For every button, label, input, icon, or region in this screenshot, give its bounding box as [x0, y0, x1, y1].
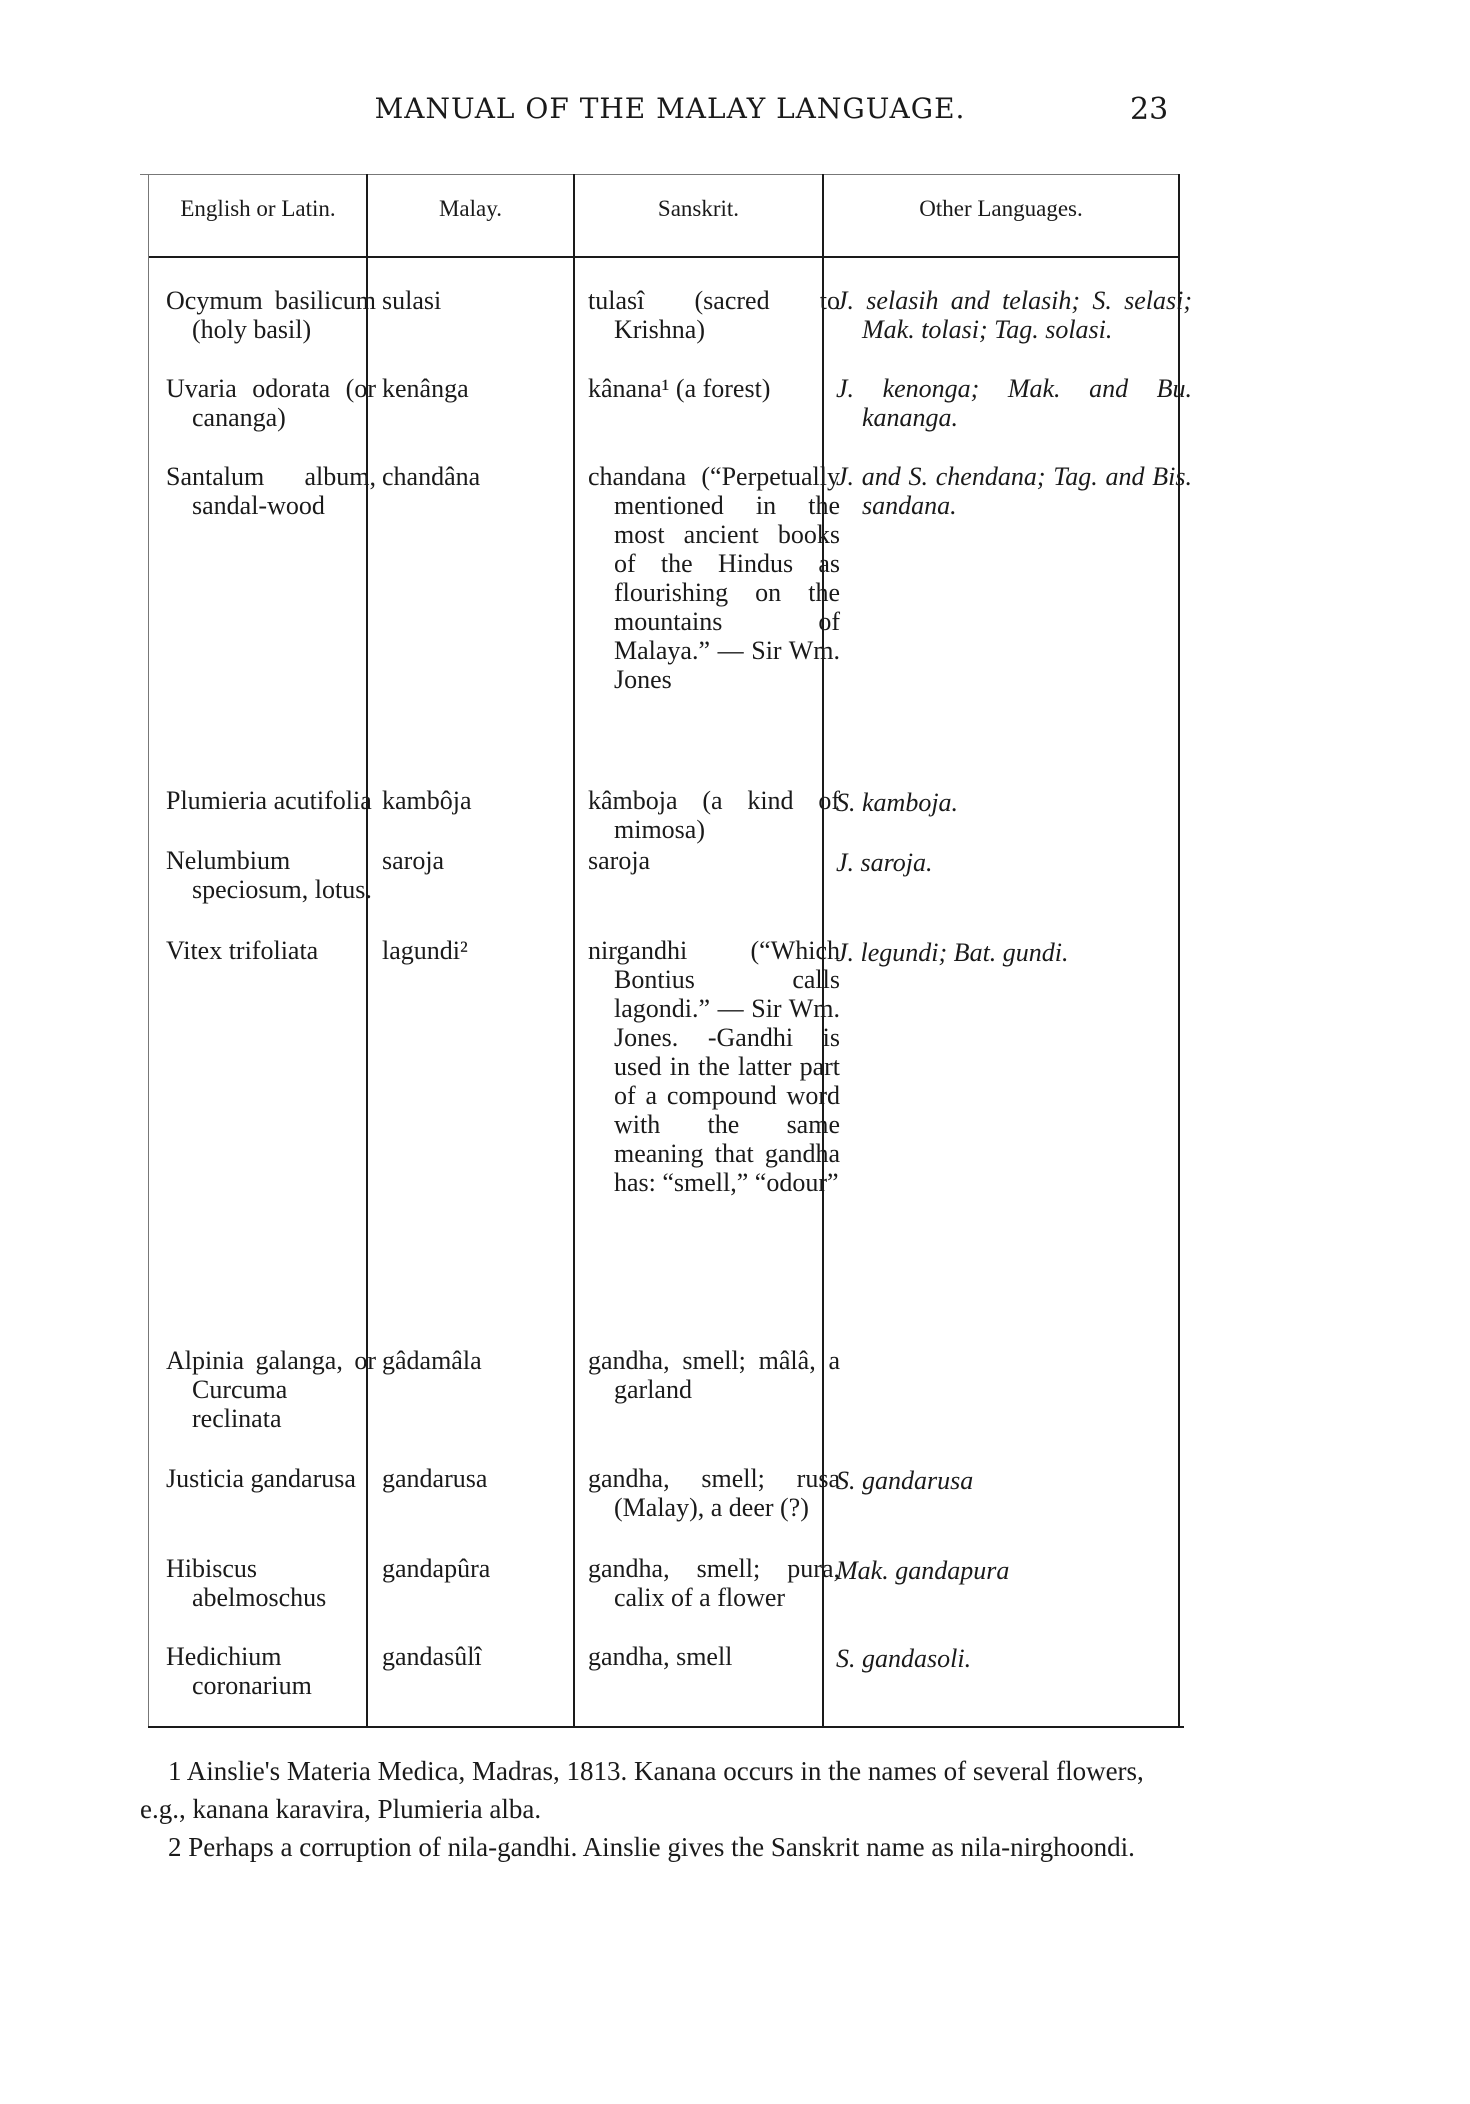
row-5-sanskrit: saroja: [588, 846, 651, 875]
row-8-malay: gandarusa: [382, 1464, 488, 1493]
column-header-malay: Malay.: [438, 196, 502, 221]
row-3-other: J. and S. chendana; Tag. and Bis. sandana.: [836, 462, 1192, 520]
column-divider-left: [148, 174, 149, 1726]
header-bottom-rule: [148, 256, 1180, 258]
page-number: 23: [1130, 92, 1169, 127]
row-4-english: Plumieria acutifolia: [166, 786, 372, 815]
row-2-malay: kenânga: [382, 374, 469, 403]
row-10-other: S. gandasoli.: [836, 1644, 972, 1673]
row-5-malay: saroja: [382, 846, 445, 875]
vocabulary-table: [140, 174, 1192, 1734]
row-9-sanskrit: gandha, smell; pura, calix of a flower: [588, 1554, 840, 1612]
footnote-2: 2 Perhaps a corruption of nila-gandhi. Ainslie gives the Sanskrit name as nila-nirghoondi.: [168, 1832, 1135, 1862]
row-4-malay: kambôja: [382, 786, 472, 815]
running-title: MANUAL OF THE MALAY LANGUAGE.: [374, 92, 966, 125]
row-2-sanskrit: kânana¹ (a forest): [588, 374, 771, 403]
row-7-english: Alpinia galanga, or Curcuma reclinata: [166, 1346, 376, 1433]
row-10-malay: gandasûlî: [382, 1642, 482, 1671]
row-6-other: J. legundi; Bat. gundi.: [836, 938, 1069, 967]
row-9-malay: gandapûra: [382, 1554, 491, 1583]
row-4-sanskrit: kâmboja (a kind of mimosa): [588, 786, 840, 844]
row-7-sanskrit: gandha, smell; mâlâ, a garland: [588, 1346, 840, 1404]
row-10-sanskrit: gandha, smell: [588, 1642, 733, 1671]
row-3-sanskrit: chandana (“Perpetually mentioned in the most ancient books of the Hindus as flourishing on the mountains of Malaya.” — Sir Wm. Jones: [588, 462, 840, 694]
column-divider-2: [573, 174, 575, 1728]
row-6-english: Vitex trifoliata: [166, 936, 319, 965]
row-1-malay: sulasi: [382, 286, 442, 315]
row-1-english: Ocymum basilicum (holy basil): [166, 286, 376, 344]
row-6-malay: lagundi²: [382, 936, 468, 965]
row-2-other: J. kenonga; Mak. and Bu. kananga.: [836, 374, 1192, 432]
column-header-sanskrit: Sanskrit.: [657, 196, 740, 221]
row-8-sanskrit: gandha, smell; rusa (Malay), a deer (?): [588, 1464, 840, 1522]
row-2-english: Uvaria odorata (or cananga): [166, 374, 376, 432]
column-header-other-languages: Other Languages.: [919, 196, 1083, 221]
row-8-english: Justicia gandarusa: [166, 1464, 356, 1493]
row-7-malay: gâdamâla: [382, 1346, 482, 1375]
table-bottom-rule: [148, 1726, 1184, 1728]
row-6-sanskrit: nirgandhi (“Which Bontius calls lagondi.” — Sir Wm. Jones. -Gandhi is used in the latter part of a compound word with the same meaning that gandha has: “smell,” “odour”: [588, 936, 840, 1197]
column-header-english: English or Latin.: [180, 196, 336, 221]
row-3-english: Santalum album, sandal-wood: [166, 462, 376, 520]
row-4-other: S. kamboja.: [836, 788, 959, 817]
row-10-english: Hedichium coronarium: [166, 1642, 312, 1700]
footnote-1: 1 Ainslie's Materia Medica, Madras, 1813. Kanana occurs in the names of several flowers, e.g., kanana karavira, Plumieria alba.: [140, 1756, 1144, 1824]
footnotes: [140, 1752, 1180, 1866]
table-top-rule: [140, 174, 1180, 175]
row-3-malay: chandâna: [382, 462, 481, 491]
row-5-english: Nelumbium speciosum, lotus.: [166, 846, 372, 904]
row-1-other: J. selasih and telasih; S. selasi; Mak. tolasi; Tag. solasi.: [836, 286, 1192, 344]
row-1-sanskrit: tulasî (sacred to Krishna): [588, 286, 840, 344]
row-9-english: Hibiscus abelmoschus: [166, 1554, 327, 1612]
row-8-other: S. gandarusa: [836, 1466, 974, 1495]
row-9-other: Mak. gandapura: [836, 1556, 1010, 1585]
row-5-other: J. saroja.: [836, 848, 933, 877]
